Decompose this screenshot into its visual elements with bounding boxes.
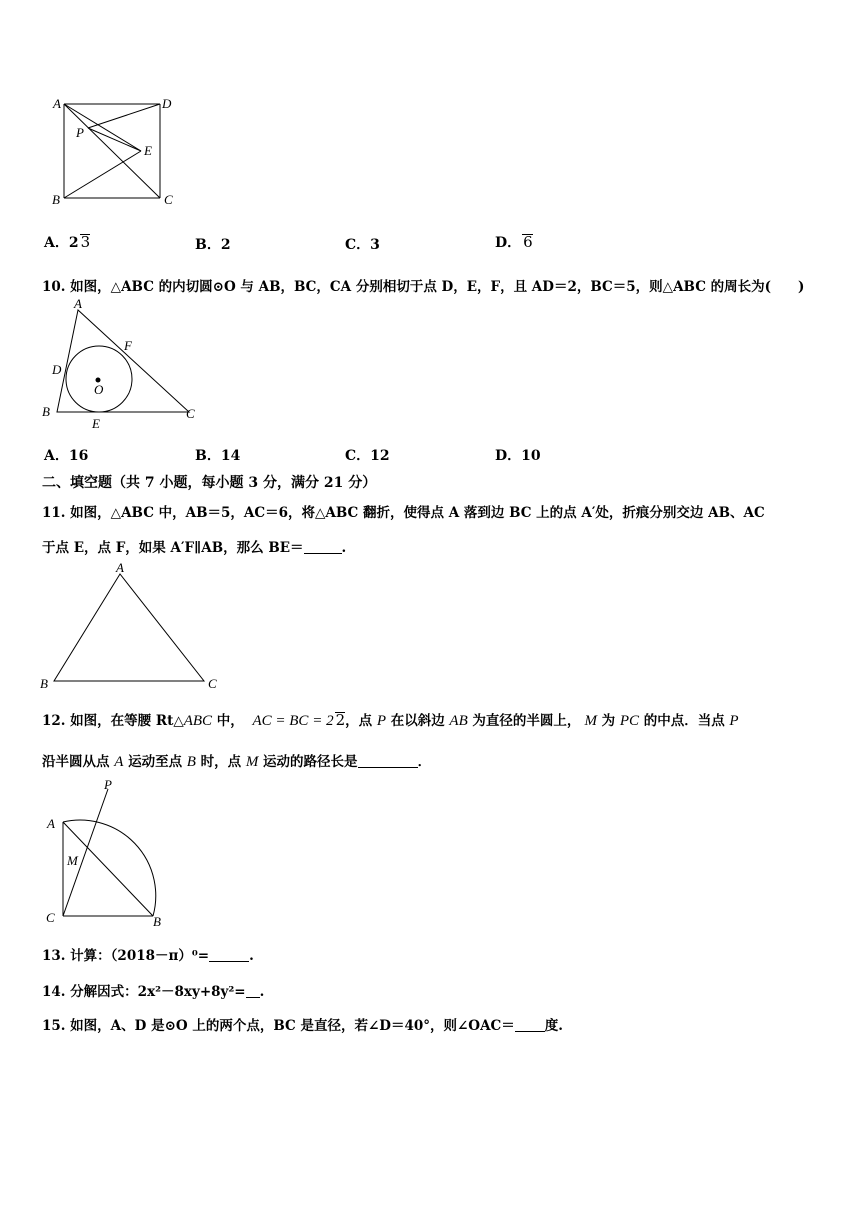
q10-label-a: A: [74, 298, 82, 311]
q9-label-p: P: [76, 125, 84, 140]
q14-answer-blank[interactable]: [246, 984, 260, 999]
q9-label-d: D: [162, 96, 172, 111]
q10-option-c: C．12: [345, 448, 390, 464]
q10-label-c: C: [186, 406, 195, 421]
q14-text: 14. 分解因式：2x²－8xy+8y²= .: [42, 984, 265, 1000]
q12-line1: 12. 如图，在等腰 Rt△ABC 中， AC = BC = 2 2，点 P 在以斜边 AB 为直径的半圆上， M 为 PC 的中点．当点 P: [42, 711, 739, 729]
q9-label-c: C: [164, 192, 173, 207]
q10-label-d: D: [52, 362, 62, 377]
q12-label-m: M: [67, 853, 78, 868]
q11-line2: 于点 E，点 F，如果 A′F∥AB，那么 BE＝ .: [42, 540, 347, 556]
q9-option-a: A．2 3: [44, 233, 91, 251]
q11-answer-blank[interactable]: [304, 540, 342, 555]
q15-text: 15. 如图，A、D 是⊙O 上的两个点，BC 是直径，若∠D＝40°，则∠OAC＝ 度.: [42, 1018, 563, 1034]
q9-label-a: A: [53, 96, 61, 111]
q11-line1: 11. 如图，△ABC 中，AB＝5，AC＝6，将△ABC 翻折，使得点 A 落到边 BC 上的点 A′处，折痕分别交边 AB、AC: [42, 505, 765, 521]
q12-label-a: A: [47, 816, 55, 831]
q9-label-b: B: [52, 192, 60, 207]
section-heading: 二、填空题（共 7 小题，每小题 3 分，满分 21 分）: [42, 475, 377, 491]
q9-figure: [48, 94, 188, 209]
q12-answer-blank[interactable]: [358, 754, 418, 769]
q11-figure: [36, 560, 226, 695]
q10-figure: [36, 298, 206, 433]
q12-label-b: B: [153, 914, 161, 929]
q9-label-e: E: [144, 143, 152, 158]
q9-option-b: B．2: [195, 237, 231, 253]
q11-label-a: A: [116, 560, 124, 575]
q15-answer-blank[interactable]: [515, 1018, 545, 1033]
q12-label-p: P: [104, 777, 112, 792]
q12-line2: 沿半圆从点 A 运动至点 B 时，点 M 运动的路径长是 ．: [42, 754, 432, 770]
q10-text: 10. 如图，△ABC 的内切圆⊙O 与 AB，BC，CA 分别相切于点 D，E，F，且 AD＝2，BC＝5，则△ABC 的周长为( ): [42, 279, 805, 295]
q9-option-d: D． 6: [495, 233, 533, 251]
q13-answer-blank[interactable]: [209, 948, 249, 963]
q10-label-o: O: [94, 382, 104, 397]
q10-label-b: B: [42, 404, 50, 419]
q11-label-c: C: [208, 676, 217, 691]
q13-text: 13. 计算：（2018－π）⁰= .: [42, 948, 254, 964]
q10-option-b: B．14: [195, 448, 241, 464]
q12-label-c: C: [46, 910, 55, 925]
q12-figure: [36, 776, 196, 936]
q10-option-d: D．10: [495, 448, 541, 464]
q11-label-b: B: [40, 676, 48, 691]
q10-label-f: F: [124, 338, 132, 353]
q9-option-c: C．3: [345, 237, 380, 253]
q10-option-a: A．16: [44, 448, 89, 464]
q10-label-e: E: [92, 416, 100, 431]
